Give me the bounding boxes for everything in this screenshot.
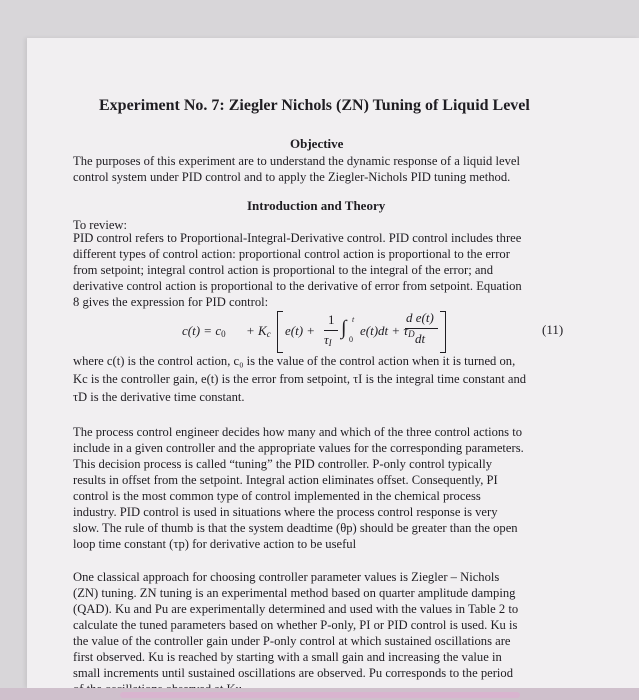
intro-line: Kc is the controller gain, e(t) is the error from setpoint, τI is the integral time constant and	[73, 372, 527, 386]
intro-line: 8 gives the expression for PID control:	[73, 295, 269, 309]
eq-e-t: e(t) +	[285, 323, 316, 338]
para3-line: the value of the controller gain under P-only control at which sustained oscillations are	[73, 634, 511, 648]
eq-tau-d-sub: D	[408, 329, 415, 339]
intro-line: different types of control action: proportional control action is proportional to the error	[73, 247, 510, 261]
eq-kc-sub: c	[266, 329, 271, 339]
eq-int-lower: 0	[349, 335, 353, 344]
intro-line: derivative control action is proportional to the derivative of error from setpoint. Equation	[73, 279, 522, 293]
intro-line: PID control refers to Proportional-Integral-Derivative control. PID control includes three	[73, 231, 522, 245]
intro-line: where c(t) is the control action, c₀ is the value of the control action when it is turned on,	[73, 354, 516, 368]
para2-line: control is the most common type of control implemented in the chemical process	[73, 489, 481, 503]
intro-line: To review:	[73, 218, 128, 232]
intro-line: τD is the derivative time constant.	[73, 390, 245, 404]
eq-deriv-den: dt	[415, 331, 426, 346]
para2-line: results in offset from the setpoint. Integral action eliminates offset. Consequently, PI	[73, 473, 498, 487]
eq-deriv-num: d e(t)	[406, 310, 434, 325]
para2-line: slow. The rule of thumb is that the system deadtime (θp) should be greater than the open	[73, 521, 518, 535]
equation-number: (11)	[542, 322, 564, 337]
eq-integrand: e(t)dt + τ	[360, 323, 409, 338]
intro-line: from setpoint; integral control action is proportional to the integral of the error; and	[73, 263, 494, 277]
para2-line: This decision process is called “tuning” the PID controller. P-only control typically	[73, 457, 493, 471]
para2-line: include in a given controller and the appropriate values for the corresponding parameters.	[73, 441, 524, 455]
eq-lhs: c(t) = c	[182, 323, 222, 338]
eq-int-upper: t	[352, 315, 355, 324]
eq-integral-icon: ∫	[341, 317, 347, 339]
para2-line: industry. PID control is used in situations where the process control response is very	[73, 505, 498, 519]
objective-line: The purposes of this experiment are to understand the dynamic response of a liquid level	[73, 154, 520, 168]
eq-frac-bar	[324, 330, 338, 331]
para2-line: The process control engineer decides how many and which of the three control actions to	[73, 425, 523, 439]
eq-left-bracket	[277, 311, 283, 353]
para3-line: calculate the tuned parameters based on whether P-only, PI or PID control is used. Ku is	[73, 618, 518, 632]
para3-line: (ZN) tuning. ZN tuning is an experimental method based on quarter amplitude damping	[73, 586, 516, 600]
eq-right-bracket	[440, 311, 446, 353]
objective-line: control system under PID control and to apply the Ziegler-Nichols PID tuning method.	[73, 170, 511, 184]
eq-tau-i-sub: I	[328, 338, 332, 348]
bottom-scroll-indicator[interactable]	[120, 692, 520, 698]
para2-line: loop time constant (τp) for derivative action to be useful	[73, 537, 357, 551]
eq-deriv-bar	[405, 328, 438, 329]
para3-line: first observed. Ku is reached by starting with a small gain and increasing the value in	[73, 650, 502, 664]
eq-tau-i: τ	[324, 332, 329, 347]
para3-line: small increments until sustained oscillations are observed. Pu corresponds to the period	[73, 666, 513, 680]
objective-heading: Objective	[290, 136, 344, 151]
pid-equation	[182, 311, 452, 355]
eq-lhs-sub: 0	[221, 329, 226, 339]
para3-line: (QAD). Ku and Pu are experimentally determined and used with the values in Table 2 to	[73, 602, 519, 616]
document-title: Experiment No. 7: Ziegler Nichols (ZN) Tuning of Liquid Level	[99, 97, 530, 114]
eq-frac-num: 1	[328, 312, 335, 327]
intro-heading: Introduction and Theory	[247, 198, 386, 213]
eq-kc: + K	[246, 323, 267, 338]
para3-line: One classical approach for choosing controller parameter values is Ziegler – Nichols	[73, 570, 500, 584]
